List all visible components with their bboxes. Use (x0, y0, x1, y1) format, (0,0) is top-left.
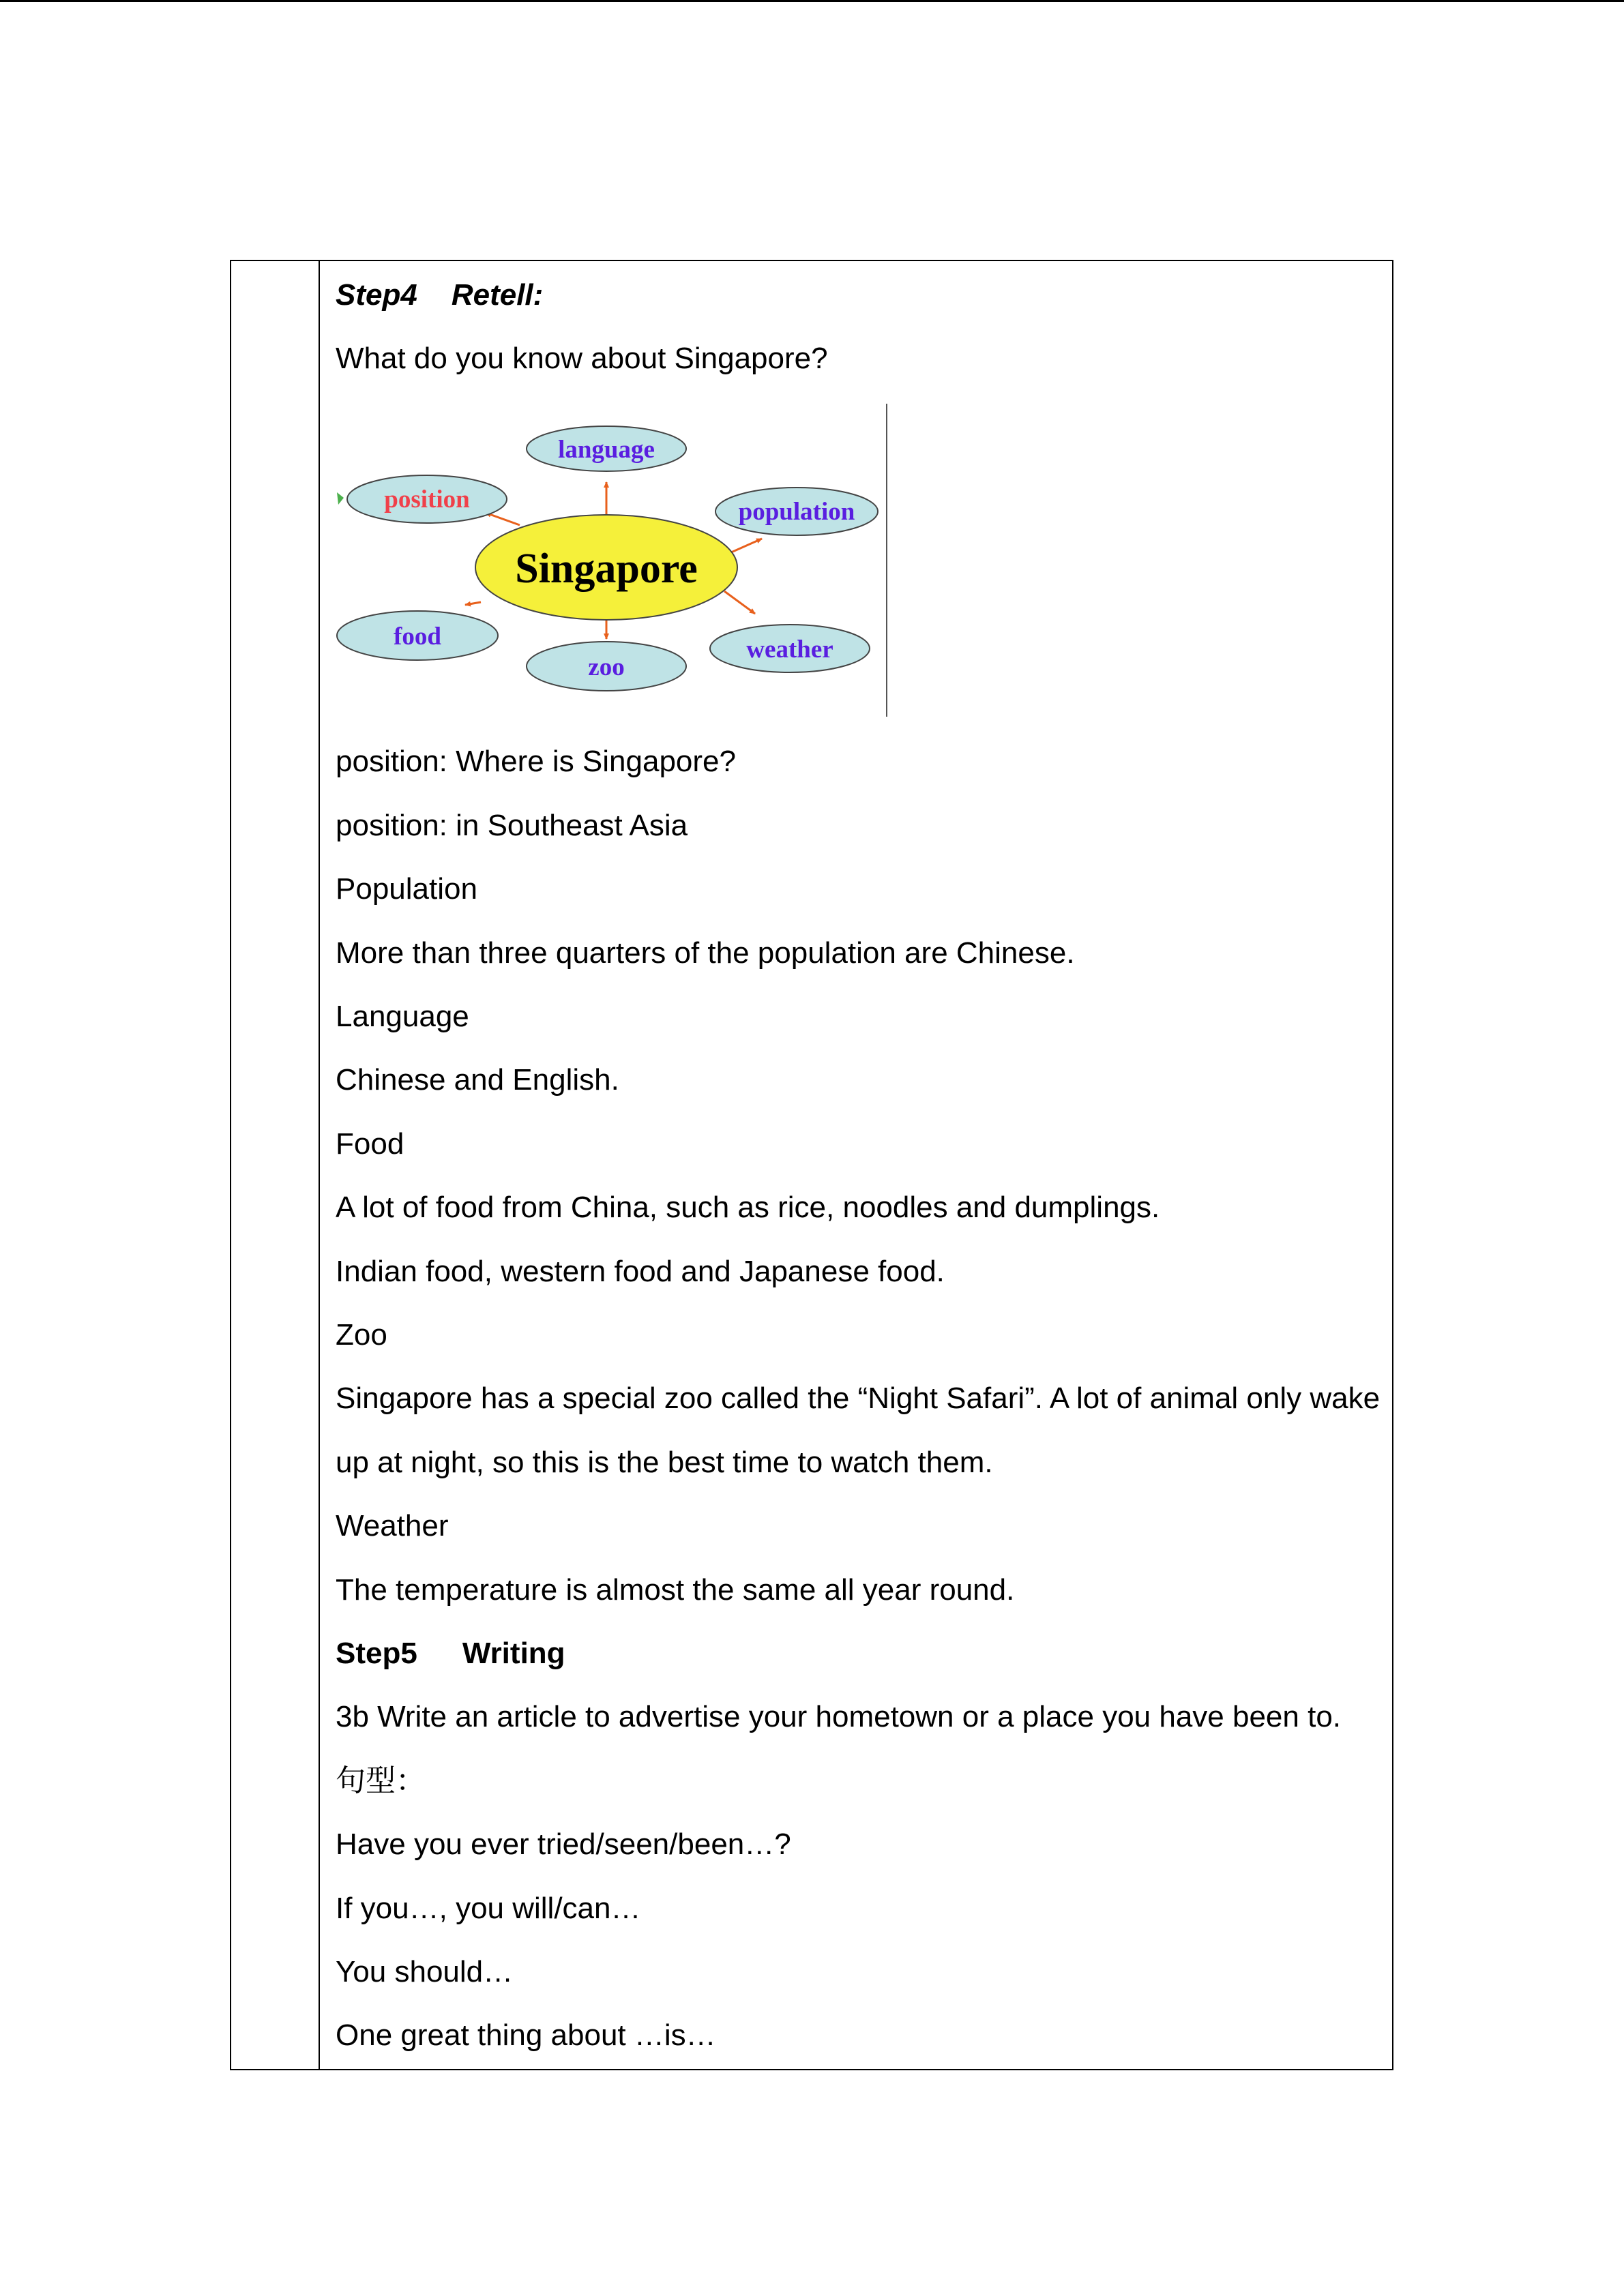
step5-heading (336, 1635, 565, 1673)
food-node (337, 611, 498, 660)
step5-label: Step5 (336, 1637, 417, 1670)
writing-line: 句型： (336, 1764, 426, 1798)
position-label: position (384, 486, 470, 513)
text-line: Weather (336, 1509, 449, 1542)
text-line: Language (336, 1000, 469, 1033)
language-label: language (558, 436, 655, 464)
table-left-column (231, 261, 320, 2069)
step4-title: Retell: (451, 278, 544, 312)
text-line: Zoo (336, 1318, 387, 1352)
center-node (475, 515, 737, 620)
writing-line: You should… (336, 1955, 514, 1988)
leaf-icon (337, 492, 344, 505)
population-label: population (738, 498, 855, 526)
lesson-table (230, 260, 1393, 2070)
singapore-mind-map (336, 404, 889, 717)
text-line: The temperature is almost the same all year round. (336, 1573, 1015, 1607)
text-line: position: in Southeast Asia (336, 809, 688, 842)
population-node (715, 488, 878, 535)
text-line: More than three quarters of the population are Chinese. (336, 936, 1075, 970)
question-text: What do you know about Singapore? (336, 342, 828, 375)
weather-node (710, 625, 870, 672)
table-content-cell (336, 261, 1385, 2069)
zoo-node (527, 642, 686, 691)
text-line: A lot of food from China, such as rice, noodles and dumplings. (336, 1191, 1160, 1224)
step4-heading (336, 276, 543, 314)
writing-line: 3b Write an article to advertise your hometown or a place you have been to. (336, 1700, 1342, 1733)
text-line: Singapore has a special zoo called the “Night Safari”. A lot of animal only wake (336, 1382, 1381, 1415)
step5-title: Writing (462, 1637, 565, 1670)
text-line: position: Where is Singapore? (336, 745, 736, 778)
text-line: up at night, so this is the best time to watch them. (336, 1446, 993, 1479)
position-node (337, 475, 507, 523)
writing-line: If you…, you will/can… (336, 1892, 641, 1925)
text-line: Chinese and English. (336, 1063, 619, 1097)
weather-label: weather (746, 636, 833, 664)
step4-label: Step4 (336, 278, 417, 312)
text-line: Population (336, 872, 477, 906)
writing-line: Have you ever tried/seen/been…? (336, 1828, 791, 1861)
text-line: Food (336, 1127, 404, 1161)
center-label: Singapore (515, 546, 698, 592)
food-label: food (394, 623, 441, 651)
language-node (527, 426, 686, 471)
writing-line: One great thing about …is… (336, 2018, 716, 2052)
text-line: Indian food, western food and Japanese food. (336, 1255, 945, 1288)
page-top-rule (0, 0, 1624, 2)
zoo-label: zoo (588, 653, 625, 681)
